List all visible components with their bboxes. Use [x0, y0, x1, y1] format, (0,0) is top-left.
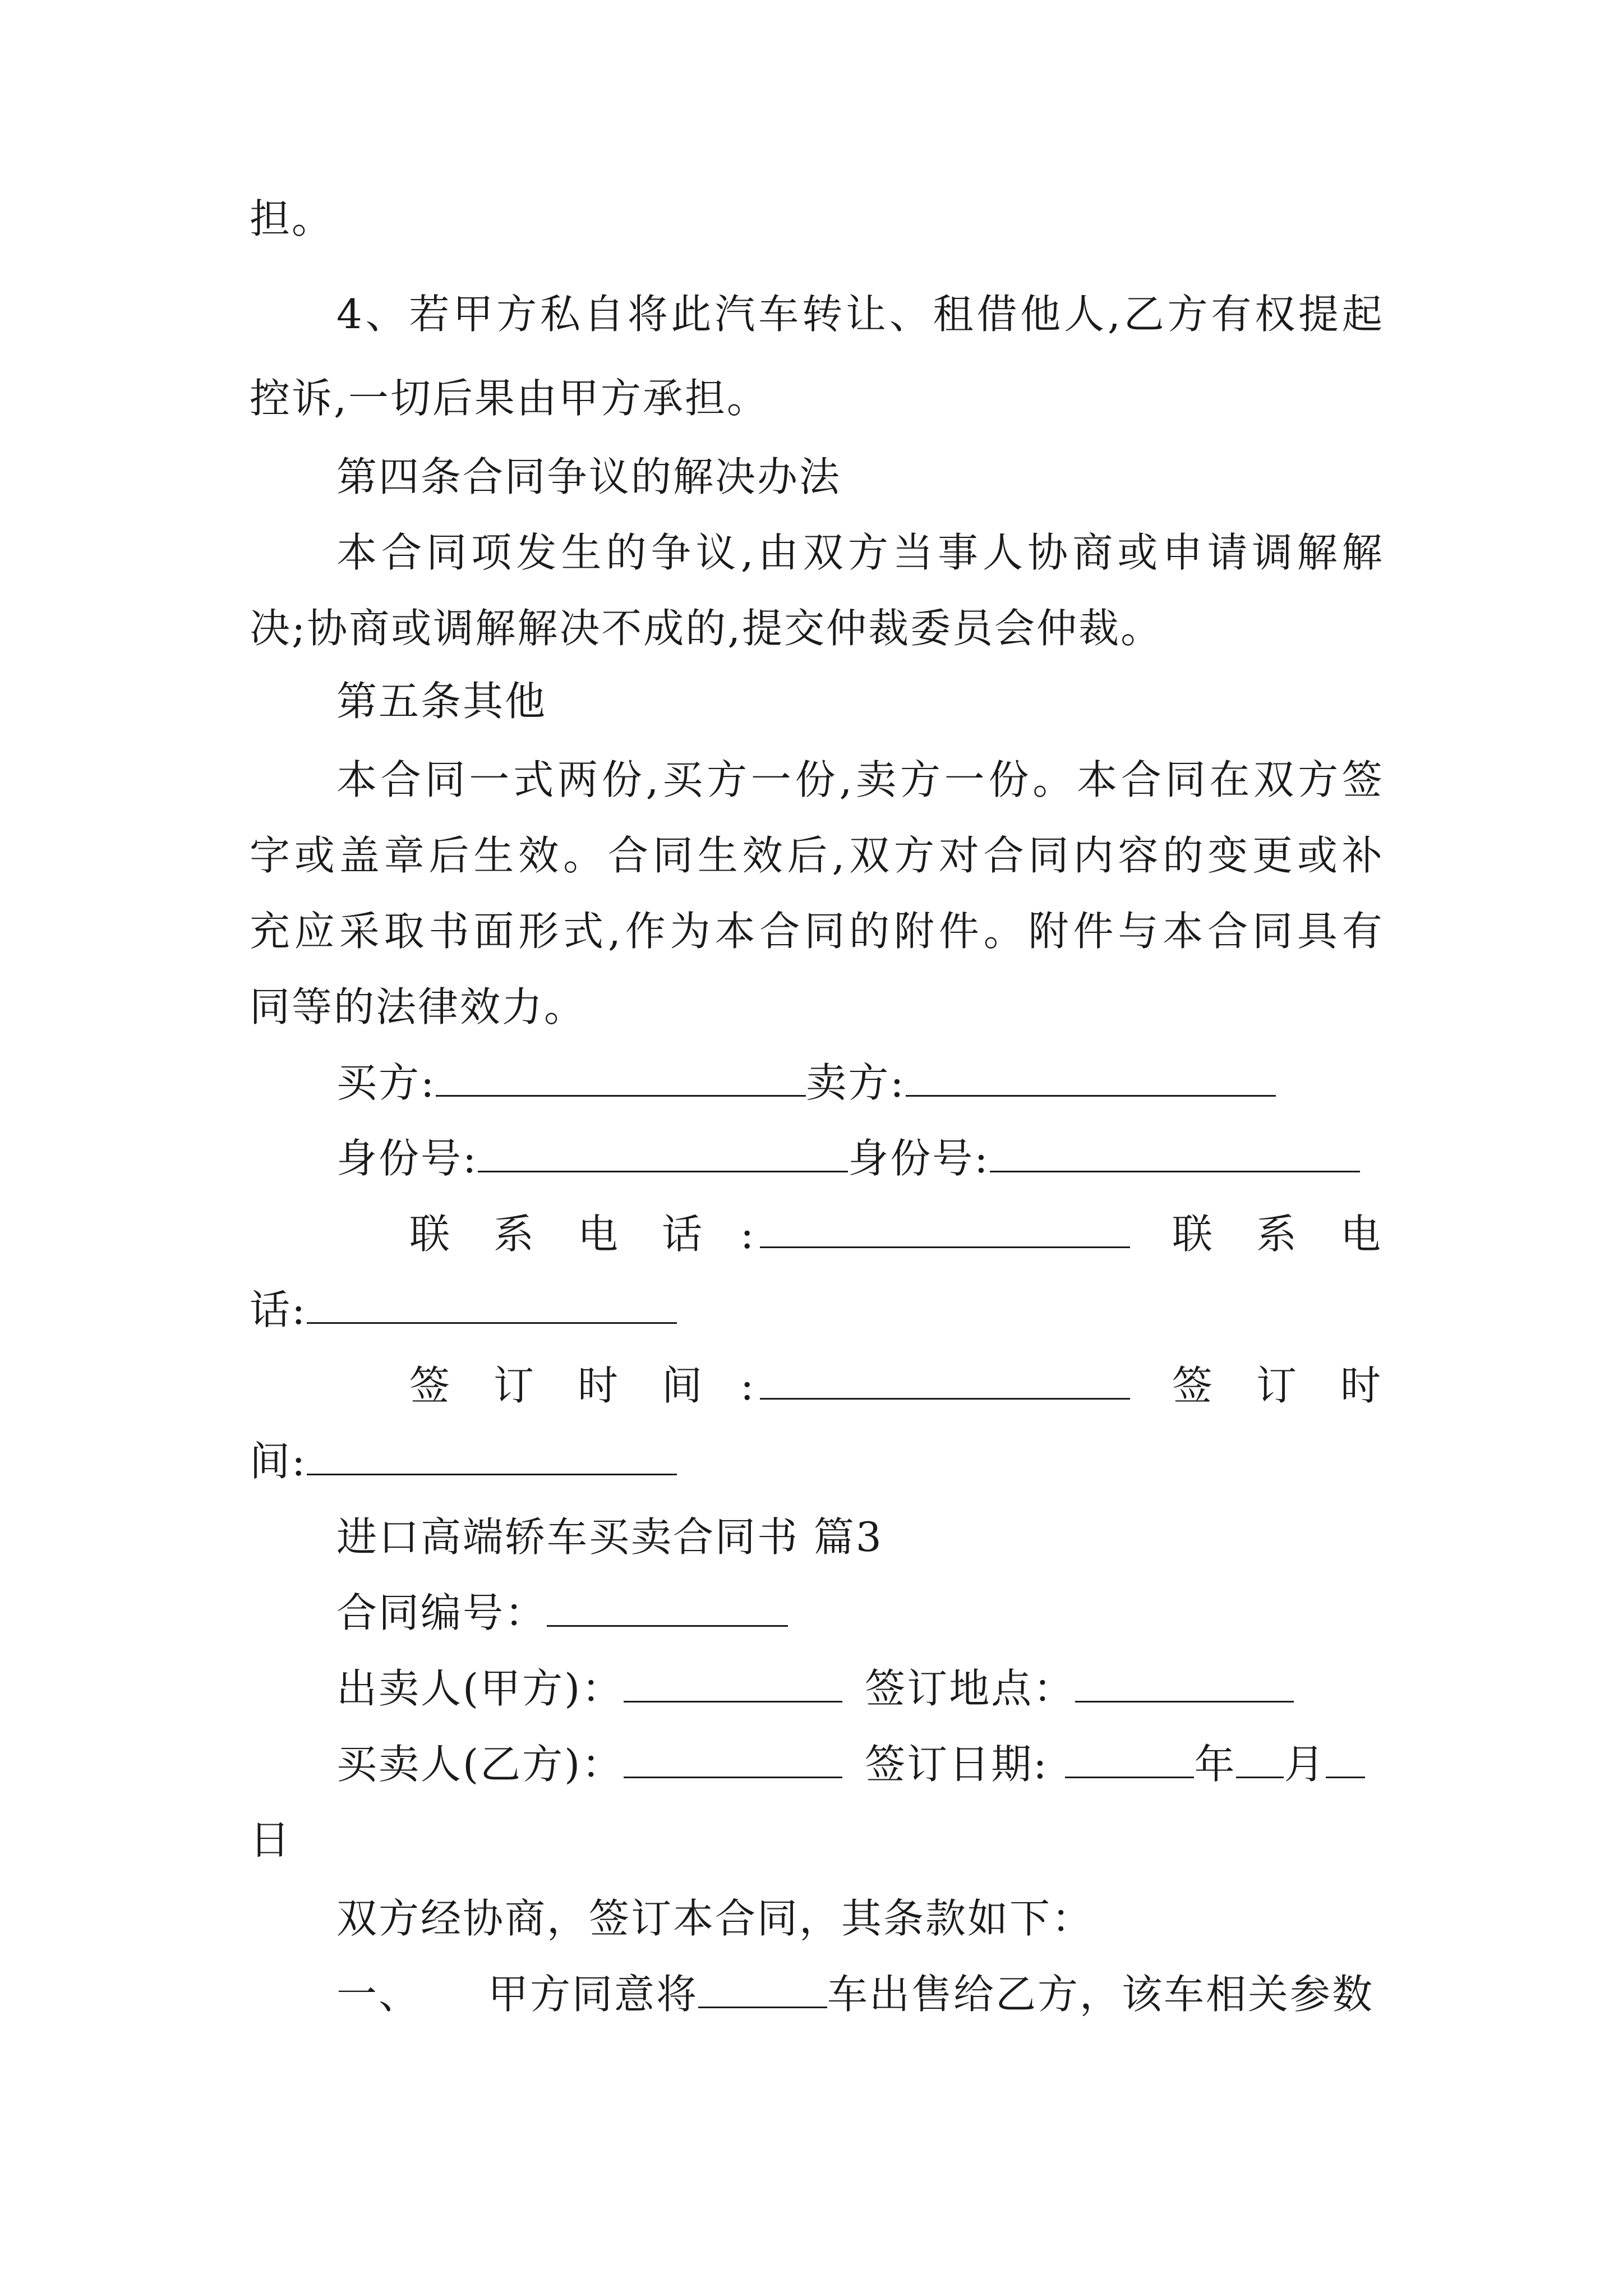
contract-number-row — [336, 1585, 788, 1641]
seller-party-blank[interactable] — [624, 1662, 842, 1703]
phone-label-b-3: 电 — [1340, 1211, 1381, 1258]
contract-number-label: 合同编号： — [336, 1589, 547, 1636]
day-blank[interactable] — [1326, 1737, 1365, 1778]
phone-label-a-5: : — [740, 1211, 754, 1258]
item-one-prefix: 一、 — [336, 1971, 421, 2018]
buyer-phone-blank[interactable] — [760, 1207, 1130, 1248]
buyer-label: 买方: — [336, 1059, 436, 1106]
buyer-date-row — [336, 1736, 1365, 1792]
item-one-text-b: 车出售给乙方，该车相关参数 — [827, 1971, 1375, 2018]
seller-id-blank[interactable] — [990, 1131, 1360, 1172]
buyer-phone-blank-wrap — [760, 1206, 1130, 1262]
seller-date-blank[interactable] — [307, 1434, 677, 1475]
buyer-party-blank[interactable] — [624, 1737, 842, 1778]
month-label: 月 — [1284, 1741, 1326, 1788]
date-label-b-3: 时 — [1340, 1362, 1381, 1409]
seller-date-row — [250, 1433, 677, 1489]
phone-label-a-3: 电 — [578, 1211, 619, 1258]
buyer-seller-row — [336, 1055, 1276, 1111]
buyer-date-blank[interactable] — [760, 1359, 1130, 1400]
date-label-a-3: 时 — [578, 1362, 619, 1409]
buyer-id-label: 身份号: — [336, 1135, 478, 1182]
date-label-a-5: : — [740, 1362, 754, 1409]
item-one-text-a: 甲方同意将 — [488, 1971, 699, 2018]
section-title: 进口高端轿车买卖合同书 篇3 — [336, 1513, 883, 1561]
sign-place-blank[interactable] — [1075, 1662, 1294, 1703]
phone-label-a-2: 系 — [494, 1211, 534, 1258]
seller-phone-row — [250, 1282, 677, 1338]
seller-party-label: 出卖人(甲方)： — [336, 1665, 624, 1712]
text-line: 本 合 同 一 式 两 份 , 买 方 一 份 , 卖 方 一 份 。 本 合 同 在 双 方 签 — [336, 756, 1382, 803]
text-line: 本 合 同 项 发 生 的 争 议 , 由 双 方 当 事 人 协 商 或 申 请 调 解 解 — [336, 529, 1382, 576]
buyer-blank[interactable] — [436, 1056, 806, 1097]
text-line: 决;协商或调解解决不成的,提交仲裁委员会仲裁。 — [250, 605, 1163, 652]
item-one-row — [336, 1966, 1374, 2022]
buyer-date-blank-wrap — [760, 1358, 1130, 1414]
text-line: 控诉,一切后果由甲方承担。 — [250, 375, 769, 422]
intro-line: 双方经协商，签订本合同，其条款如下： — [336, 1895, 1094, 1942]
buyer-party-label: 买卖人(乙方)： — [336, 1741, 624, 1788]
text-line: 担。 — [250, 195, 334, 242]
year-label: 年 — [1194, 1741, 1237, 1788]
sign-place-label: 签订地点： — [865, 1665, 1076, 1712]
seller-blank[interactable] — [906, 1056, 1276, 1097]
text-line: 同等的法律效力。 — [250, 983, 587, 1030]
text-line: 字 或 盖 章 后 生 效 。 合 同 生 效 后 , 双 方 对 合 同 内 容 的 变 更 或 补 — [250, 832, 1382, 879]
phone-label-a-1: 联 — [409, 1211, 450, 1258]
month-blank[interactable] — [1236, 1737, 1284, 1778]
seller-id-label: 身份号: — [848, 1135, 990, 1182]
id-row — [336, 1130, 1360, 1186]
date-label-b-cont: 间: — [250, 1438, 307, 1485]
date-label-a-1: 签 — [409, 1362, 450, 1409]
date-label-b-1: 签 — [1172, 1362, 1213, 1409]
year-blank[interactable] — [1065, 1737, 1194, 1778]
buyer-id-blank[interactable] — [478, 1131, 848, 1172]
phone-label-b-1: 联 — [1172, 1211, 1213, 1258]
seller-label: 卖方: — [806, 1059, 906, 1106]
phone-label-a-4: 话 — [662, 1211, 703, 1258]
date-label-a-4: 间 — [662, 1362, 703, 1409]
section-heading: 第五条其他 — [336, 678, 547, 725]
sign-date-label: 签订日期: — [865, 1741, 1049, 1788]
day-label: 日 — [250, 1816, 292, 1864]
section-heading: 第四条合同争议的解决办法 — [336, 453, 842, 500]
date-label-b-2: 订 — [1256, 1362, 1297, 1409]
text-line: 4 、 若 甲 方 私 自 将 此 汽 车 转 让 、 租 借 他 人 , 乙 方 有 权 提 起 — [336, 291, 1382, 338]
text-line: 充 应 采 取 书 面 形 式 , 作 为 本 合 同 的 附 件 。 附 件 与 本 合 同 具 有 — [250, 908, 1382, 955]
phone-label-b-cont: 话: — [250, 1286, 307, 1333]
car-model-blank[interactable] — [698, 1967, 827, 2008]
date-label-a-2: 订 — [494, 1362, 534, 1409]
seller-place-row — [336, 1660, 1294, 1717]
contract-number-blank[interactable] — [547, 1586, 788, 1627]
seller-phone-blank[interactable] — [307, 1283, 677, 1324]
phone-label-b-2: 系 — [1256, 1211, 1297, 1258]
